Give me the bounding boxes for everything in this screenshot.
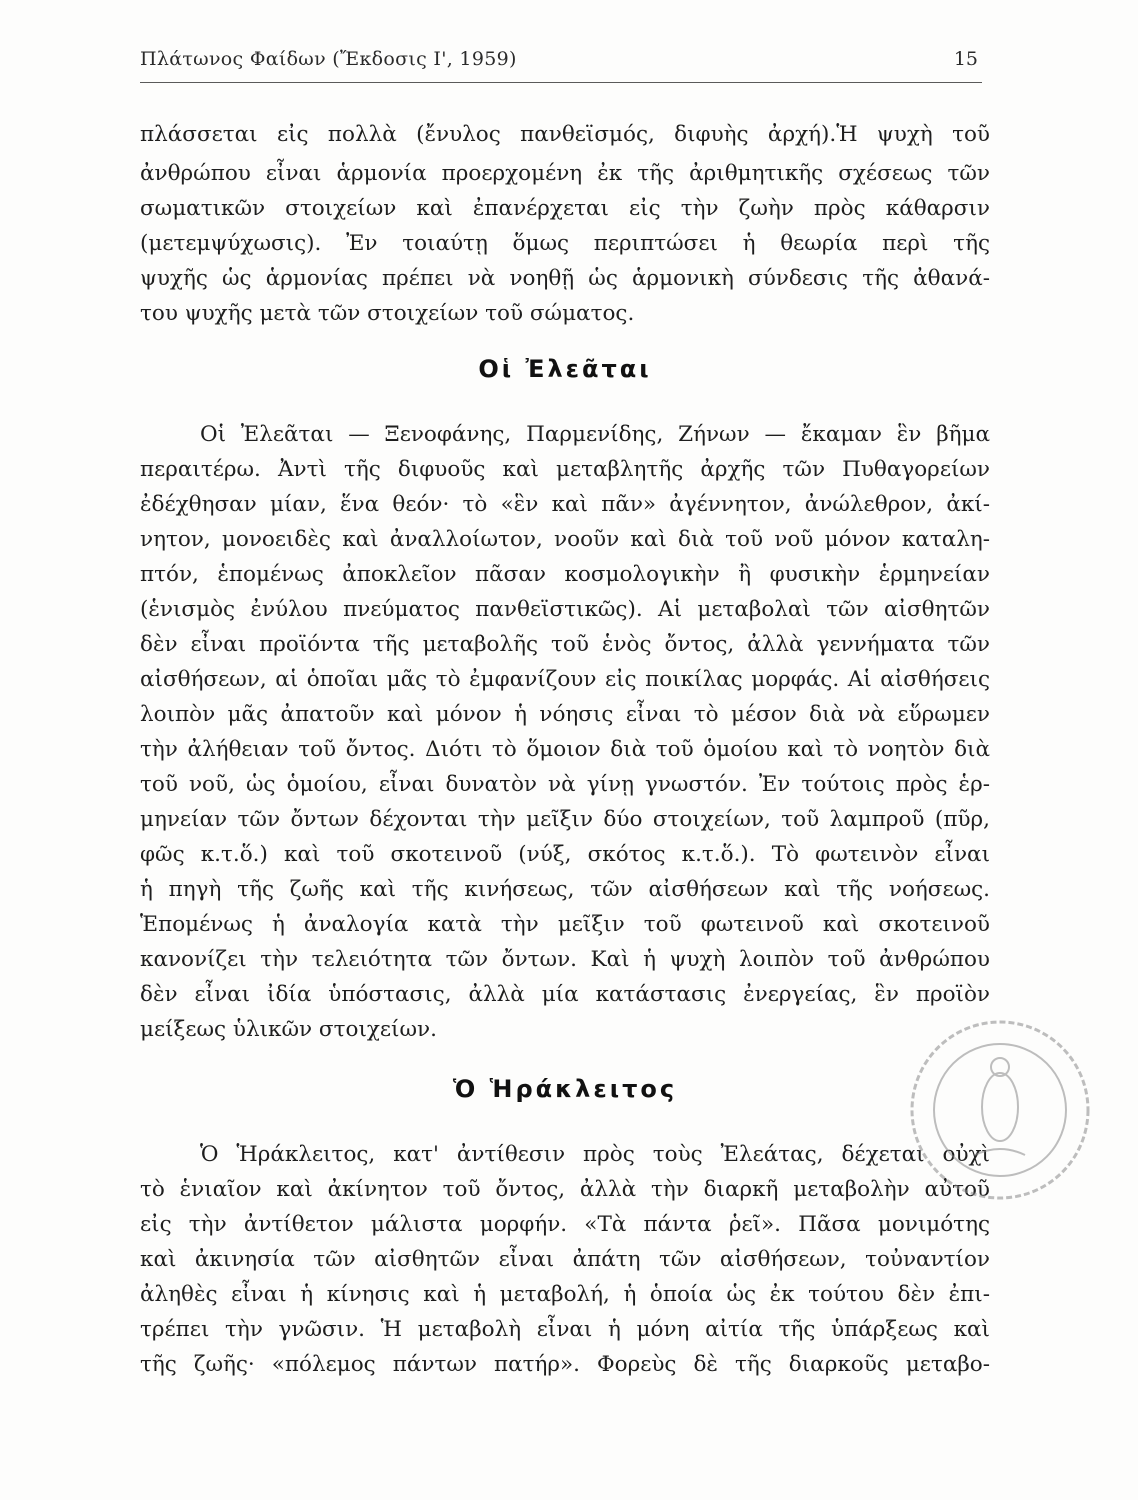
paragraph-line: λοιπὸν μᾶς ἀπατοῦν καὶ μόνον ἡ νόησις εἶναι τὸ μέσον διὰ νὰ εὕρωμεν <box>140 702 990 727</box>
paragraph-line: του ψυχῆς μετὰ τῶν στοιχείων τοῦ σώματος. <box>140 301 635 326</box>
paragraph-line: τρέπει τὴν γνῶσιν. Ἡ μεταβολὴ εἶναι ἡ μόνη αἰτία τῆς ὑπάρξεως καὶ <box>140 1317 990 1342</box>
page-number: 15 <box>953 48 978 70</box>
paragraph-line: αἰσθήσεων, αἱ ὁποῖαι μᾶς τὸ ἐμφανίζουν εἰς ποικίλας μορφάς. Αἱ αἰσθήσεις <box>140 667 990 692</box>
paragraph-line: ἀνθρώπου εἶναι ἁρμονία προερχομένη ἐκ τῆς ἀριθμητικῆς σχέσεως τῶν <box>140 161 990 186</box>
paragraph-line: Οἱ Ἐλεᾶται — Ξενοφάνης, Παρμενίδης, Ζήνων — ἔκαμαν ἓν βῆμα <box>200 422 990 447</box>
section-heading-eleatai: Οἱ Ἐλεᾶται <box>478 355 652 383</box>
library-stamp-icon <box>905 1015 1095 1205</box>
paragraph-line: μηνείαν τῶν ὄντων δέχονται τὴν μεῖξιν δύο στοιχείων, τοῦ λαμπροῦ (πῦρ, <box>140 807 990 832</box>
running-header <box>140 48 982 83</box>
paragraph-line: κανονίζει τὴν τελειότητα τῶν ὄντων. Καὶ ἡ ψυχὴ λοιπὸν τοῦ ἀνθρώπου <box>140 947 990 972</box>
paragraph-line: περαιτέρω. Ἀντὶ τῆς διφυοῦς καὶ μεταβλητῆς ἀρχῆς τῶν Πυθαγορείων <box>140 457 990 482</box>
paragraph-line: τὴν ἀλήθειαν τοῦ ὄντος. Διότι τὸ ὅμοιον διὰ τοῦ ὁμοίου καὶ τὸ νοητὸν διὰ <box>140 737 990 762</box>
paragraph-line: δὲν εἶναι προϊόντα τῆς μεταβολῆς τοῦ ἑνὸς ὄντος, ἀλλὰ γεννήματα τῶν <box>140 632 990 657</box>
paragraph-line: ἡ πηγὴ τῆς ζωῆς καὶ τῆς κινήσεως, τῶν αἰσθήσεων καὶ τῆς νοήσεως. <box>140 877 990 902</box>
paragraph-line: πτόν, ἑπομένως ἀποκλεῖον πᾶσαν κοσμολογικὴν ἢ φυσικὴν ἑρμηνείαν <box>140 562 990 587</box>
paragraph-line: καὶ ἀκινησία τῶν αἰσθητῶν εἶναι ἀπάτη τῶν αἰσθήσεων, τοὐναντίον <box>140 1247 990 1272</box>
paragraph-line: δὲν εἶναι ἰδία ὑπόστασις, ἀλλὰ μία κατάστασις ἐνεργείας, ἓν προϊὸν <box>140 982 990 1007</box>
paragraph-line: τὸ ἑνιαῖον καὶ ἀκίνητον τοῦ ὄντος, ἀλλὰ τὴν διαρκῆ μεταβολὴν αὐτοῦ <box>140 1177 990 1202</box>
paragraph-line: φῶς κ.τ.ὅ.) καὶ τοῦ σκοτεινοῦ (νύξ, σκότος κ.τ.ὅ.). Τὸ φωτεινὸν εἶναι <box>140 842 990 867</box>
paragraph-line: ψυχῆς ὡς ἁρμονίας πρέπει νὰ νοηθῇ ὡς ἁρμονικὴ σύνδεσις τῆς ἀθανά- <box>140 266 990 291</box>
section-heading-herakleitos: Ὁ Ἡράκλειτος <box>452 1075 678 1103</box>
running-title: Πλάτωνος Φαίδων (Ἔκδοσις Ι', 1959) <box>140 48 517 70</box>
paragraph-line: μείξεως ὑλικῶν στοιχείων. <box>140 1017 437 1042</box>
paragraph-line: εἰς τὴν ἀντίθετον μάλιστα μορφήν. «Τὰ πάντα ῥεῖ». Πᾶσα μονιμότης <box>140 1212 990 1237</box>
paragraph-line: (ἑνισμὸς ἐνύλου πνεύματος πανθεϊστικῶς). Αἱ μεταβολαὶ τῶν αἰσθητῶν <box>140 597 990 622</box>
paragraph-line: Ἑπομένως ἡ ἀναλογία κατὰ τὴν μεῖξιν τοῦ φωτεινοῦ καὶ σκοτεινοῦ <box>140 912 990 937</box>
paragraph-line: (μετεμψύχωσις). Ἐν τοιαύτῃ ὅμως περιπτώσει ἡ θεωρία περὶ τῆς <box>140 231 990 256</box>
paragraph-line: πλάσσεται εἰς πολλὰ (ἔνυλος πανθεϊσμός, διφυὴς ἀρχή).Ἡ ψυχὴ τοῦ <box>140 122 990 147</box>
paragraph-line: ἀληθὲς εἶναι ἡ κίνησις καὶ ἡ μεταβολή, ἡ ὁποία ὡς ἐκ τούτου δὲν ἐπι- <box>140 1282 990 1307</box>
paragraph-line: τῆς ζωῆς· «πόλεμος πάντων πατήρ». Φορεὺς δὲ τῆς διαρκοῦς μεταβο- <box>140 1352 990 1377</box>
paragraph-line: Ὁ Ἡράκλειτος, κατ' ἀντίθεσιν πρὸς τοὺς Ἐλεάτας, δέχεται οὐχὶ <box>200 1142 990 1167</box>
paragraph-line: τοῦ νοῦ, ὡς ὁμοίου, εἶναι δυνατὸν νὰ γίνῃ γνωστόν. Ἐν τούτοις πρὸς ἑρ- <box>140 772 990 797</box>
paragraph-line: ἐδέχθησαν μίαν, ἕνα θεόν· τὸ «ἓν καὶ πᾶν» ἀγέννητον, ἀνώλεθρον, ἀκί- <box>140 492 990 517</box>
paragraph-line: νητον, μονοειδὲς καὶ ἀναλλοίωτον, νοοῦν καὶ διὰ τοῦ νοῦ μόνον καταλη- <box>140 527 990 552</box>
paragraph-line: σωματικῶν στοιχείων καὶ ἐπανέρχεται εἰς τὴν ζωὴν πρὸς κάθαρσιν <box>140 196 990 221</box>
